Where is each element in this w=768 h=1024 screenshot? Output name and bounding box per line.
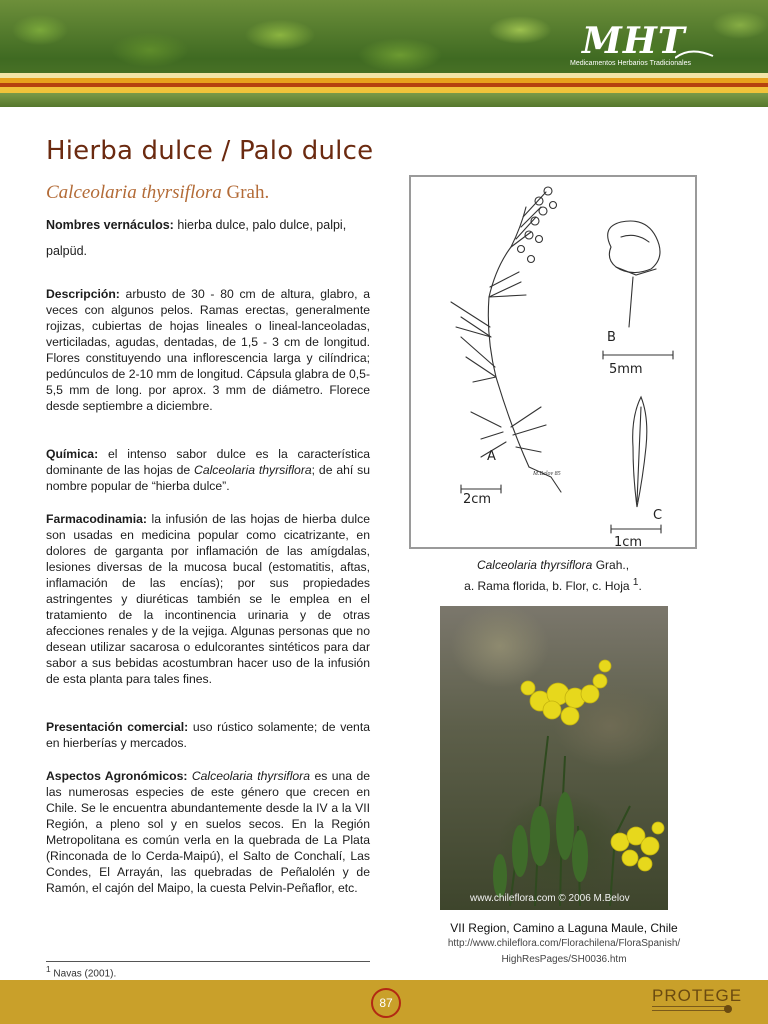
protege-logo-rule bbox=[652, 1006, 730, 1011]
plant-photo bbox=[440, 606, 668, 910]
photo-caption bbox=[409, 920, 719, 968]
presentacion-label: Presentación comercial: bbox=[46, 720, 189, 734]
quimica-label: Química: bbox=[46, 447, 99, 461]
section-quimica bbox=[46, 446, 370, 494]
photo-illustration bbox=[440, 606, 668, 910]
caption-end: . bbox=[638, 579, 642, 593]
photo-url-line-2[interactable]: HighResPages/SH0036.htm bbox=[501, 954, 627, 965]
plant-drawing bbox=[411, 177, 695, 547]
footnote-text: Navas (2001). bbox=[53, 968, 117, 980]
scientific-name bbox=[46, 182, 269, 204]
section-farmacodinamia bbox=[46, 511, 370, 687]
banner-stripe bbox=[0, 93, 768, 107]
presentacion-text: uso rústico solamente; de venta en hierberías y mercados. bbox=[46, 720, 371, 750]
photo-location: VII Region, Camino a Laguna Maule, Chile bbox=[450, 921, 678, 935]
agronomicos-label: Aspectos Agronómicos: bbox=[46, 769, 188, 783]
descripcion-text: arbusto de 30 - 80 cm de altura, glabro, a veces con algunos pelos. Ramas erectas, generalmente rojizas, cubiertas de hojas lineales o lineal-lanceoladas, verticiladas, agudas, dentadas, de 1,5 - 3 cm de longitud. Flores constituyendo una inflorescencia larga y cilíndrica; pedúnculos de 2-10 mm de longitud. Cápsula glabra de 0,5-5,5 mm de long. por aprox. 3 mm de diámetro. Florece desde septiembre a diciembre. bbox=[46, 287, 371, 413]
caption-parts: a. Rama florida, b. Flor, c. Hoja bbox=[464, 579, 630, 593]
page-number: 87 bbox=[371, 988, 401, 1018]
label-c: C bbox=[653, 508, 663, 523]
agronomicos-species: Calceolaria thyrsiflora bbox=[191, 769, 311, 783]
botanical-illustration bbox=[409, 175, 697, 549]
caption-species: Calceolaria thyrsiflora bbox=[476, 558, 593, 572]
scale-b: 5mm bbox=[609, 362, 643, 377]
caption-ref: 1 bbox=[632, 577, 639, 588]
quimica-text-1: el intenso sabor dulce es la característica dominante de las hojas de bbox=[46, 447, 370, 477]
figure-caption bbox=[409, 557, 697, 595]
page-title: Hierba dulce / Palo dulce bbox=[46, 136, 374, 166]
footnote-ref: 1 bbox=[46, 964, 51, 974]
farmacodinamia-label: Farmacodinamia: bbox=[46, 512, 147, 526]
quimica-text-2: ; de ahí su nombre popular de “hierba dulce”. bbox=[46, 463, 370, 493]
label-a: A bbox=[487, 449, 496, 464]
vernacular-text: hierba dulce, palo dulce, palpi, palpüd. bbox=[46, 218, 347, 258]
caption-author: Grah., bbox=[595, 558, 630, 572]
footnote bbox=[46, 964, 116, 979]
farmacodinamia-text: la infusión de las hojas de hierba dulce son usadas en medicina popular como cicatrizante, en dolores de garganta por inflamación de las amígdalas, lesiones diversas de la mucosa bucal (estomatitis, aftas, inflamación de las encías); por sus propiedades astringentes y diuréticas también se le emplea en el tratamiento de la incontinencia urinaria y de otras afecciones renales y de la vejiga. Algunas personas que no desean utilizar sacarosa o edulcorantes sintéticos para dar sabor a sus bebidas acostumbran hacer uso de la infusión de esta planta para tales fines. bbox=[46, 512, 370, 686]
vernacular-label: Nombres vernáculos: bbox=[46, 218, 174, 232]
scale-c: 1cm bbox=[614, 535, 643, 547]
mht-logo bbox=[570, 20, 730, 72]
scale-a: 2cm bbox=[463, 492, 492, 507]
logo-subtitle: Medicamentos Herbarios Tradicionales bbox=[570, 60, 691, 67]
label-b: B bbox=[607, 330, 616, 345]
photo-watermark: www.chileflora.com © 2006 M.Belov bbox=[470, 893, 630, 904]
vernacular-names bbox=[46, 212, 370, 264]
header-banner bbox=[0, 0, 768, 107]
logo-text: MHT bbox=[582, 20, 686, 62]
section-descripcion bbox=[46, 286, 370, 414]
artist-signature: M.Belov 85 bbox=[533, 471, 561, 477]
section-agronomicos bbox=[46, 768, 370, 896]
quimica-species: Calceolaria thyrsiflora bbox=[194, 463, 312, 477]
protege-emblem-icon bbox=[724, 1005, 732, 1013]
scientific-name-species: Calceolaria thyrsiflora bbox=[46, 182, 222, 203]
photo-url-line-1[interactable]: http://www.chileflora.com/Florachilena/FloraSpanish/ bbox=[447, 938, 681, 949]
descripcion-label: Descripción: bbox=[46, 287, 120, 301]
protege-logo: PROTEGE bbox=[652, 986, 743, 1005]
scientific-name-author: Grah. bbox=[226, 182, 270, 203]
footnote-divider bbox=[46, 961, 370, 962]
section-presentacion bbox=[46, 719, 370, 751]
agronomicos-text: es una de las numerosas especies de este género que crecen en Chile. Se le encuentra abundantemente desde la IV a la VII Región, a pleno sol y en suelos secos. En la Región Metropolitana es común verla en la quebrada de La Plata (Rinconada de lo Cerda-Maipú), el Salto de Conchalí, Las Condes, El Arrayán, las quebradas de Peñalolén y de Ramón, el cajón del Maipo, la cuesta Pelvin-Peñaflor, etc. bbox=[46, 769, 370, 895]
